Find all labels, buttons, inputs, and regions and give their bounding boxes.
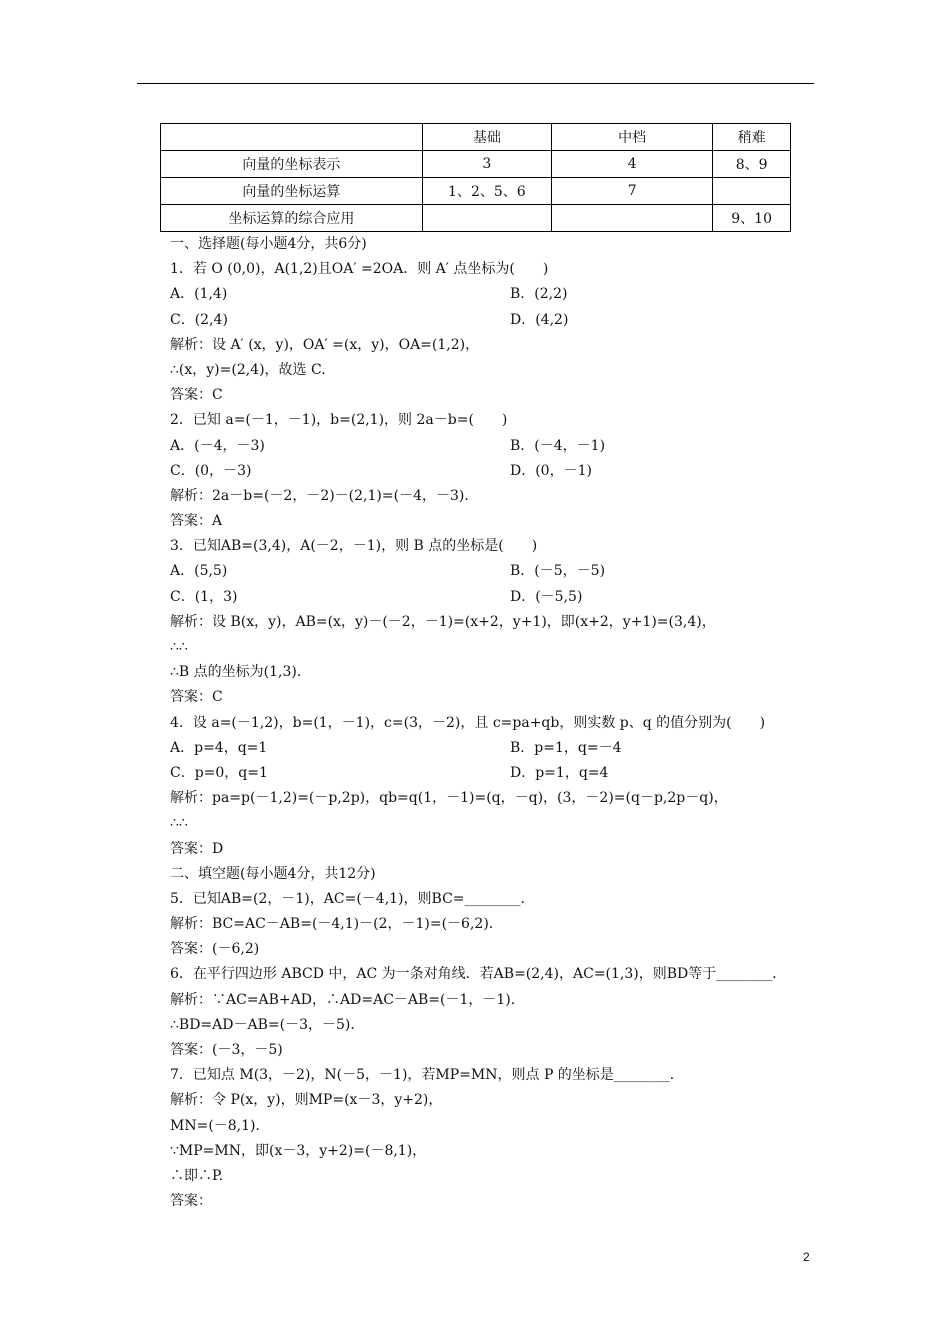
difficulty-table bbox=[160, 123, 791, 232]
table-cell: 基础 bbox=[422, 124, 551, 151]
text-line: 解析：2a－b=(－2，－2)－(2,1)=(－4，－3)． bbox=[170, 487, 479, 504]
table-row bbox=[161, 124, 791, 151]
option-text: A．(1,4) bbox=[170, 286, 228, 303]
table-cell bbox=[422, 205, 551, 232]
text-line: ∴∴ bbox=[170, 815, 188, 832]
text-line: 解析：令 P(x，y)，则MP=(x－3，y+2)， bbox=[170, 1092, 443, 1109]
option-text: A．p=4，q=1 bbox=[170, 739, 268, 756]
option-text: B．(－5，－5) bbox=[510, 563, 606, 580]
text-line: 5．已知AB=(2，－1)，AC=(－4,1)，则BC=________． bbox=[170, 890, 535, 907]
text-line: ∴(x，y)=(2,4)，故选 C. bbox=[170, 361, 326, 378]
option-row bbox=[170, 308, 820, 333]
table-cell: 3 bbox=[422, 151, 551, 178]
option-text: A．(5,5) bbox=[170, 563, 228, 580]
text-line: 解析：pa=p(－1,2)=(－p,2p)，qb=q(1，－1)=(q，－q)，(3，－2)=(q－p,2p－q)， bbox=[170, 790, 728, 807]
text-line: ∴BD=AD－AB=(－3，－5)． bbox=[170, 1016, 365, 1033]
option-row bbox=[170, 434, 820, 459]
text-line: 答案：(－6,2) bbox=[170, 941, 260, 958]
text-line: 2．已知 a=(－1，－1)，b=(2,1)，则 2a－b=( ) bbox=[170, 412, 508, 429]
table-cell: 1、2、5、6 bbox=[422, 178, 551, 205]
text-line: 4．设 a=(－1,2)，b=(1，－1)，c=(3，－2)，且 c=pa+qb，则实数 p、q 的值分别为( ) bbox=[170, 714, 766, 731]
table-row bbox=[161, 205, 791, 232]
table-cell: 向量的坐标表示 bbox=[161, 151, 423, 178]
option-row bbox=[170, 559, 820, 584]
table-cell: 4 bbox=[552, 151, 713, 178]
option-text: D．p=1，q=4 bbox=[510, 764, 609, 781]
text-line: 答案：C bbox=[170, 689, 223, 706]
table-cell: 坐标运算的综合应用 bbox=[161, 205, 423, 232]
option-text: D．(－5,5) bbox=[510, 588, 583, 605]
table-row bbox=[161, 178, 791, 205]
option-row bbox=[170, 459, 820, 484]
header-rule bbox=[137, 83, 814, 84]
option-row bbox=[170, 736, 820, 761]
option-text: B．p=1，q=－4 bbox=[510, 739, 622, 756]
text-line: ∵MP=MN，即(x－3，y+2)=(－8,1)， bbox=[170, 1142, 427, 1159]
table-cell bbox=[713, 178, 791, 205]
table-cell: 9、10 bbox=[713, 205, 791, 232]
option-text: C．(2,4) bbox=[170, 311, 228, 328]
text-line: 一、选择题(每小题4分，共6分) bbox=[170, 236, 367, 252]
option-text: D．(0，－1) bbox=[510, 462, 592, 479]
table-cell: 稍难 bbox=[713, 124, 791, 151]
text-line: 7．已知点 M(3，－2)，N(－5，－1)，若MP=MN，则点 P 的坐标是________． bbox=[170, 1067, 684, 1084]
table-row bbox=[161, 151, 791, 178]
option-text: D．(4,2) bbox=[510, 311, 569, 328]
option-text: C．(0，－3) bbox=[170, 462, 252, 479]
option-text: C．p=0，q=1 bbox=[170, 764, 268, 781]
page-number: 2 bbox=[803, 1250, 810, 1264]
table-cell: 7 bbox=[552, 178, 713, 205]
table-cell: 中档 bbox=[552, 124, 713, 151]
table-cell: 8、9 bbox=[713, 151, 791, 178]
text-line: 答案：C bbox=[170, 387, 223, 404]
text-line: MN=(－8,1)． bbox=[170, 1117, 270, 1134]
option-row bbox=[170, 585, 820, 610]
option-row bbox=[170, 282, 820, 307]
text-line: ∴∴ bbox=[170, 639, 188, 655]
text-line: ∴B 点的坐标为(1,3)． bbox=[170, 664, 311, 681]
option-text: B．(2,2) bbox=[510, 286, 568, 303]
option-row bbox=[170, 761, 820, 786]
text-line: 答案：(－3，－5) bbox=[170, 1042, 283, 1058]
table-cell bbox=[552, 205, 713, 232]
text-line: 3．已知AB=(3,4)，A(－2，－1)，则 B 点的坐标是( ) bbox=[170, 538, 538, 555]
document-body bbox=[170, 232, 820, 1214]
table-cell bbox=[161, 124, 423, 151]
text-line: 解析：∵AC=AB+AD，∴AD=AC－AB=(－1，－1)． bbox=[170, 991, 525, 1008]
text-line: 答案：D bbox=[170, 840, 224, 857]
option-text: B．(－4，－1) bbox=[510, 437, 606, 454]
text-line: 1．若 O (0,0)，A(1,2)且OA′ =2OA．则 A′ 点坐标为( ) bbox=[170, 261, 549, 278]
table-cell: 向量的坐标运算 bbox=[161, 178, 423, 205]
text-line: 解析：BC=AC－AB=(－4,1)－(2，－1)=(－6,2)． bbox=[170, 916, 503, 933]
text-line: 解析：设 A′ (x，y)，OA′ =(x，y)，OA=(1,2)， bbox=[170, 336, 480, 353]
text-line: ∴即∴P. bbox=[170, 1167, 224, 1184]
text-line: 6．在平行四边形 ABCD 中，AC 为一条对角线．若AB=(2,4)，AC=(1,3)，则BD等于________． bbox=[170, 966, 787, 983]
text-line: 解析：设 B(x，y)，AB=(x，y)－(－2，－1)=(x+2，y+1)，即(x+2，y+1)=(3,4)， bbox=[170, 613, 716, 630]
text-line: 答案：A bbox=[170, 513, 223, 530]
option-text: C．(1，3) bbox=[170, 588, 238, 605]
text-line: 二、填空题(每小题4分，共12分) bbox=[170, 865, 376, 882]
text-line: 答案： bbox=[170, 1193, 212, 1210]
option-text: A．(－4，－3) bbox=[170, 437, 265, 454]
